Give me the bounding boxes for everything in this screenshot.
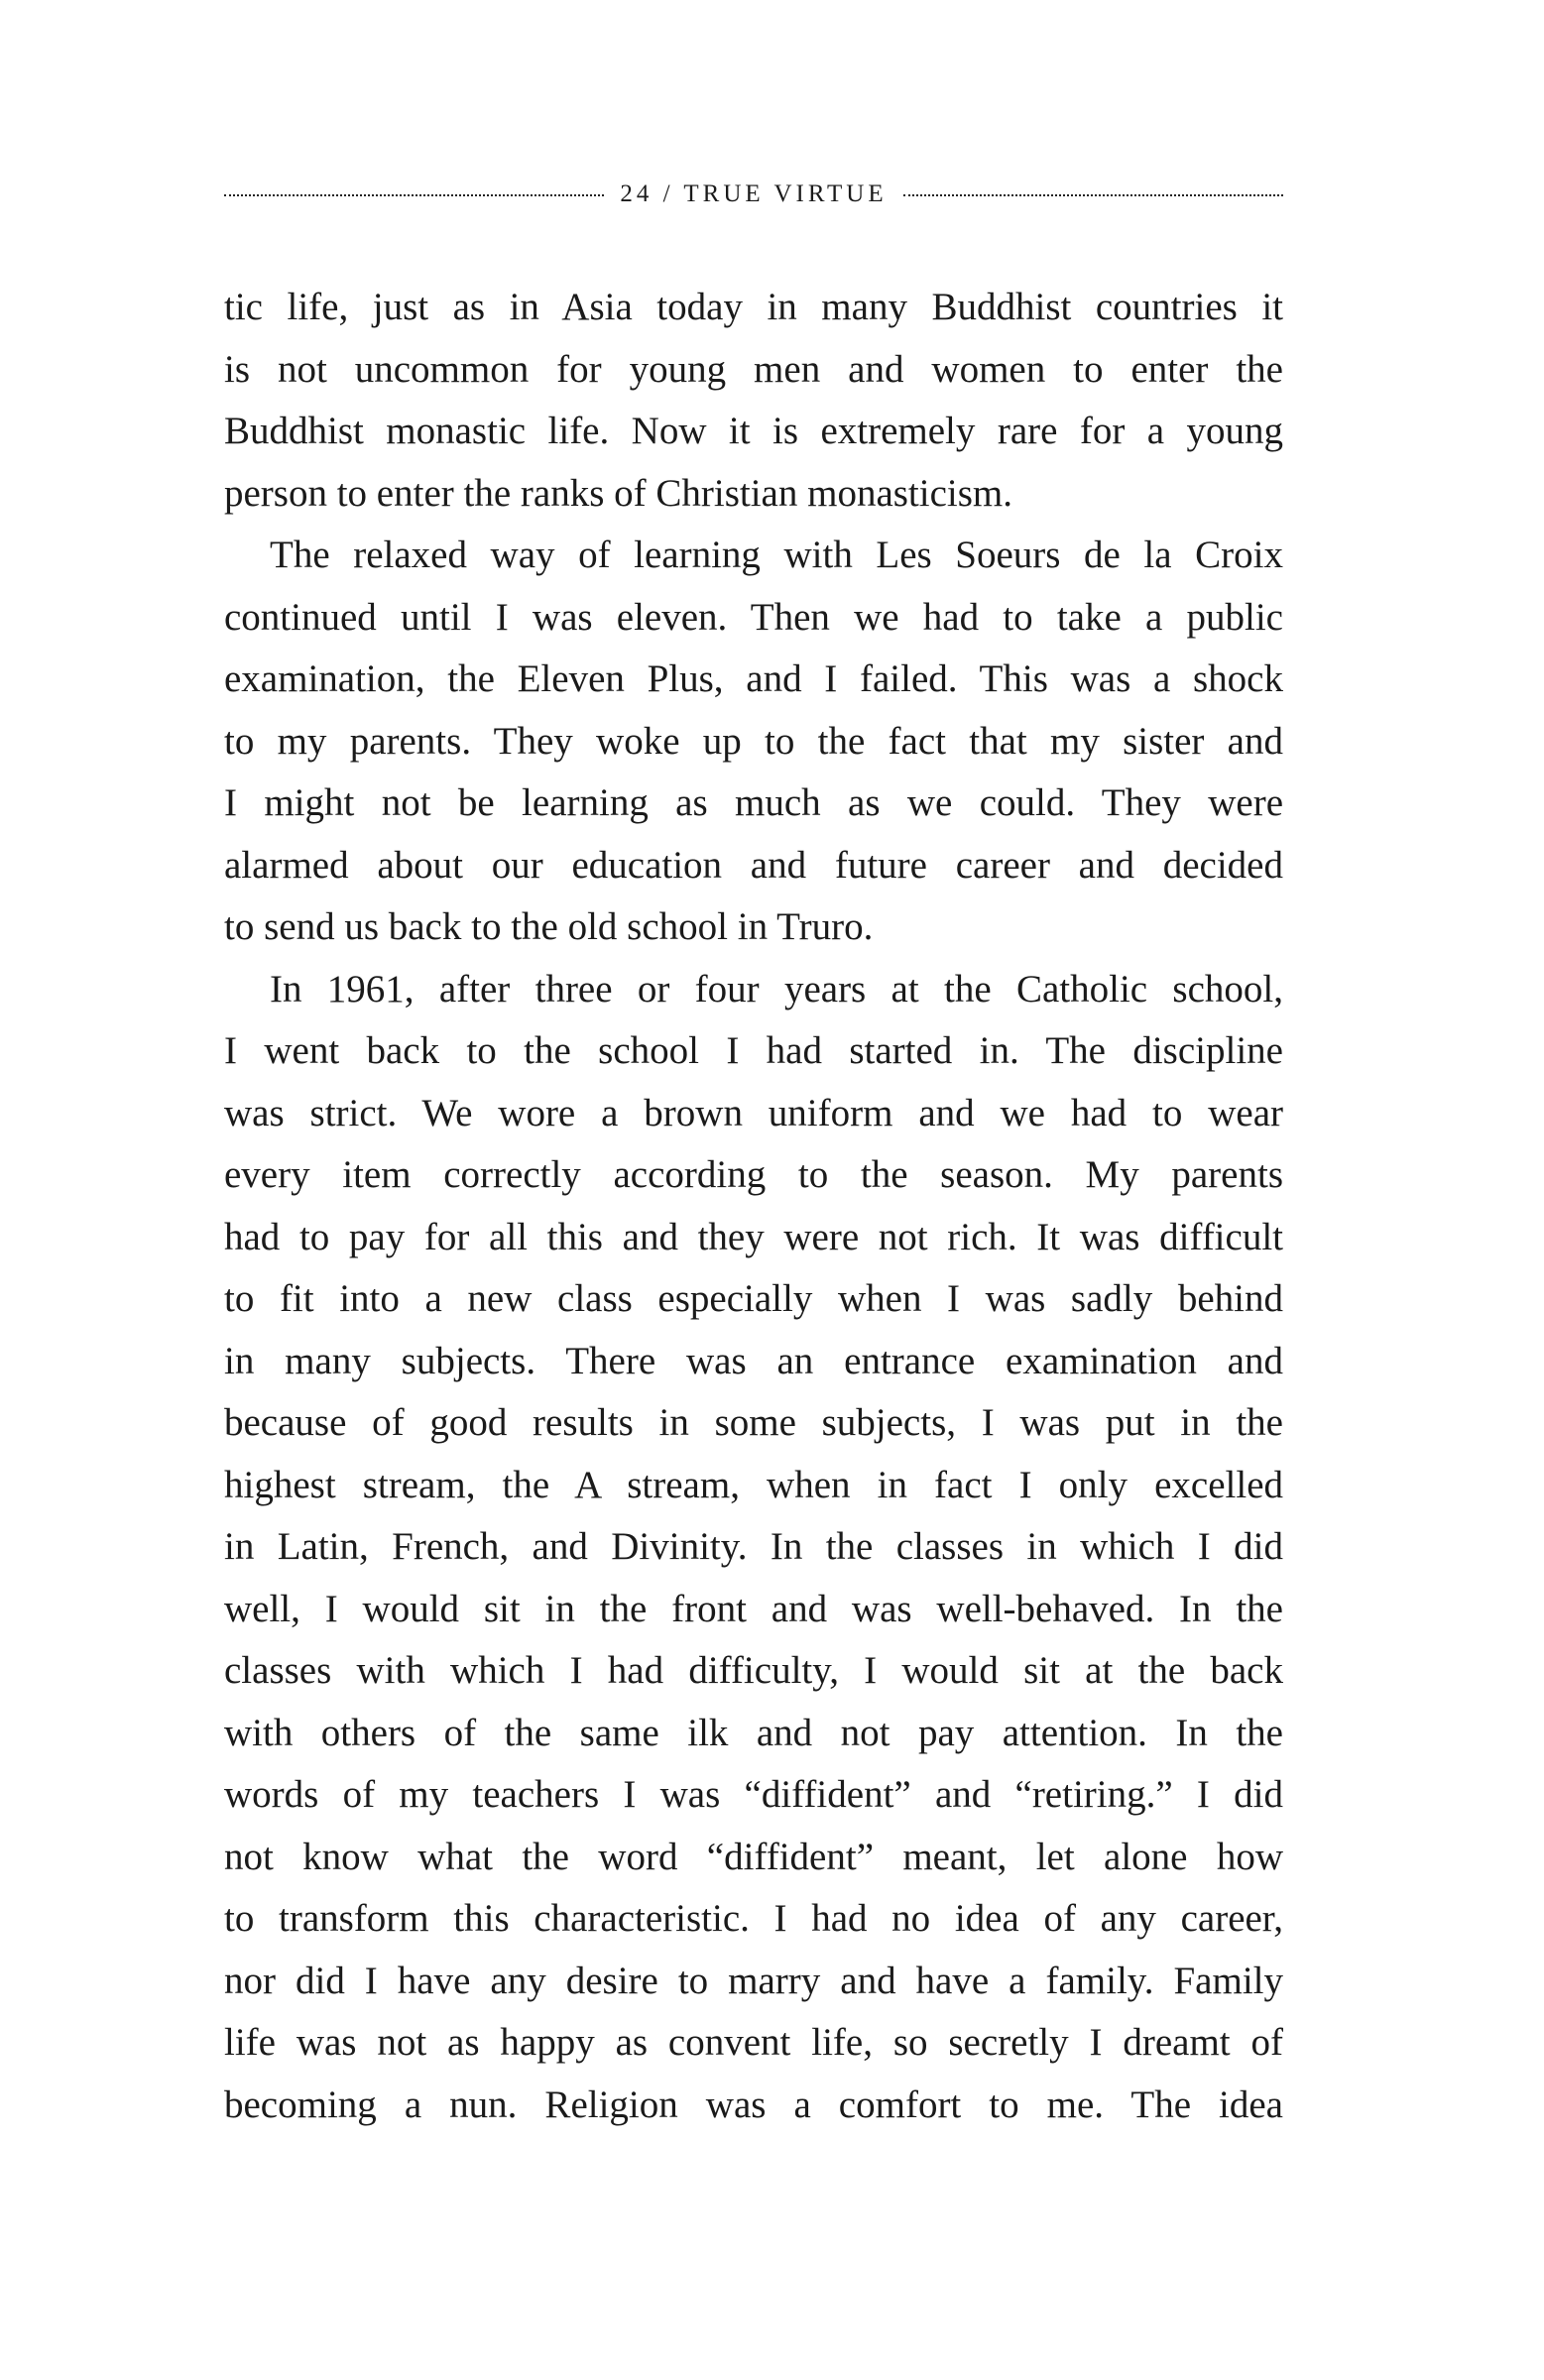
paragraph xyxy=(224,277,1283,525)
text-line: tic life, just as in Asia today in many Buddhist countries it xyxy=(224,286,1283,328)
paragraph xyxy=(224,959,1283,2137)
text-line: had to pay for all this and they were not rich. It was difficult xyxy=(224,1215,1283,1258)
text-line: person to enter the ranks of Christian monasticism. xyxy=(224,471,1013,515)
text-line: Buddhist monastic life. Now it is extremely rare for a young xyxy=(224,410,1283,452)
text-line: because of good results in some subjects, I was put in the xyxy=(224,1401,1283,1444)
text-line: highest stream, the A stream, when in fact I only excelled xyxy=(224,1463,1283,1506)
running-head-separator: / xyxy=(662,180,674,207)
text-line: in many subjects. There was an entrance examination and xyxy=(224,1339,1283,1382)
text-line: life was not as happy as convent life, so secretly I dreamt of xyxy=(224,2021,1283,2064)
left-dotted-rule xyxy=(224,194,604,196)
right-dotted-rule xyxy=(903,194,1283,196)
text-line: examination, the Eleven Plus, and I failed. This was a shock xyxy=(224,657,1283,700)
text-line: to transform this characteristic. I had no idea of any career, xyxy=(224,1897,1283,1940)
text-line: I might not be learning as much as we could. They were xyxy=(224,781,1283,824)
text-line: not know what the word “diffident” meant, let alone how xyxy=(224,1835,1283,1878)
text-line: continued until I was eleven. Then we had to take a public xyxy=(224,595,1283,639)
paragraph xyxy=(224,525,1283,959)
text-line: I went back to the school I had started in. The discipline xyxy=(224,1029,1283,1072)
text-line: The relaxed way of learning with Les Soeurs de la Croix xyxy=(270,534,1283,576)
text-line: every item correctly according to the season. My parents xyxy=(224,1153,1283,1196)
text-line: with others of the same ilk and not pay attention. In the xyxy=(224,1711,1283,1754)
text-line: in Latin, French, and Divinity. In the classes in which I did xyxy=(224,1525,1283,1568)
text-line: In 1961, after three or four years at the Catholic school, xyxy=(270,967,1283,1011)
running-head-text xyxy=(604,177,902,212)
text-line: words of my teachers I was “diffident” and “retiring.” I did xyxy=(224,1773,1283,1816)
text-line: was strict. We wore a brown uniform and we had to wear xyxy=(224,1091,1283,1134)
text-line: nor did I have any desire to marry and have a family. Family xyxy=(224,1959,1283,2002)
text-line: alarmed about our education and future career and decided xyxy=(224,843,1283,887)
running-head xyxy=(224,177,1283,212)
text-line: well, I would sit in the front and was well-behaved. In the xyxy=(224,1587,1283,1630)
text-line: to send us back to the old school in Truro. xyxy=(224,905,874,948)
text-line: is not uncommon for young men and women to enter the xyxy=(224,347,1283,391)
book-title: TRUE VIRTUE xyxy=(683,180,888,207)
page-number: 24 xyxy=(620,180,653,207)
body-text xyxy=(224,277,1283,2136)
text-line: to fit into a new class especially when I was sadly behind xyxy=(224,1277,1283,1320)
text-line: becoming a nun. Religion was a comfort to me. The idea xyxy=(224,2082,1283,2126)
text-line: classes with which I had difficulty, I would sit at the back xyxy=(224,1649,1283,1692)
text-line: to my parents. They woke up to the fact that my sister and xyxy=(224,719,1283,763)
